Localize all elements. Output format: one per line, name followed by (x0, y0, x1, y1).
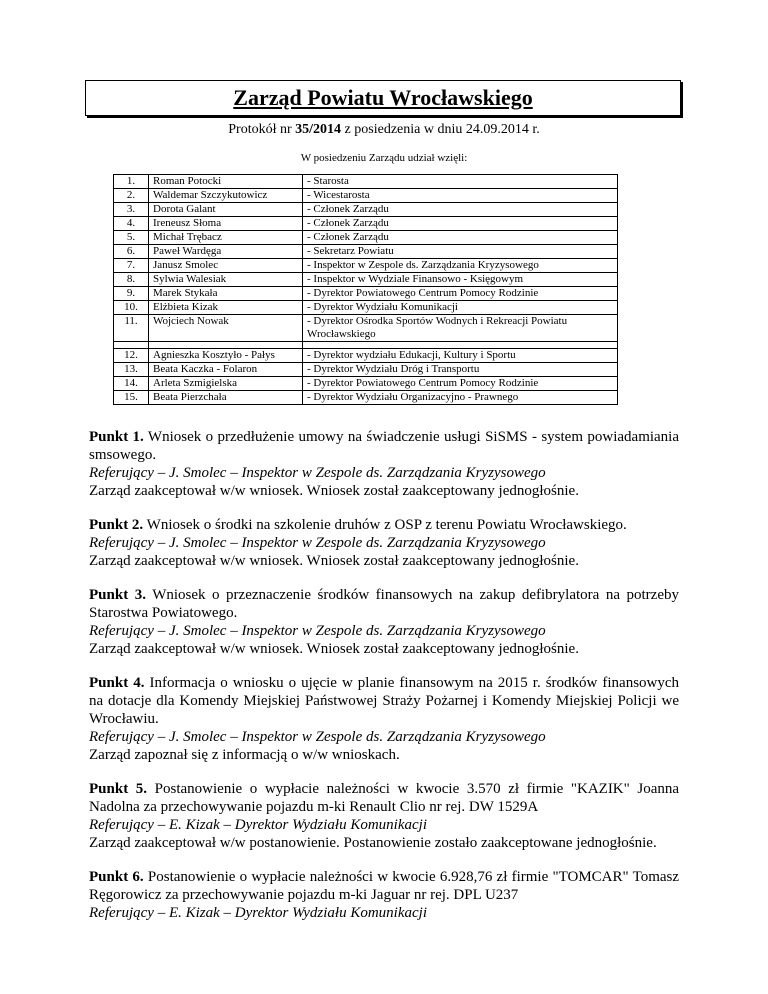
attendee-role: - Dyrektor wydziału Edukacji, Kultury i Sportu (303, 349, 618, 363)
attendee-role: - Dyrektor Wydziału Komunikacji (303, 301, 618, 315)
attendee-role: - Członek Zarządu (303, 203, 618, 217)
attendee-role: - Inspektor w Zespole ds. Zarządzania Kryzysowego (303, 259, 618, 273)
point-result: Zarząd zapoznał się z informacją o w/w wnioskach. (89, 747, 400, 763)
attendee-name: Janusz Smolec (149, 259, 303, 273)
point-description (89, 868, 679, 904)
point-label: Punkt 3. (89, 587, 146, 603)
attendee-number: 13. (114, 363, 149, 377)
point-referent: Referujący – J. Smolec – Inspektor w Zespole ds. Zarządzania Kryzysowego (89, 465, 546, 481)
agenda-point (89, 428, 679, 500)
point-text: Postanowienie o wypłacie należności w kwocie 6.928,76 zł firmie "TOMCAR" Tomasz Ręgorowicz za przechowywanie pojazdu m-ki Jaguar nr rej. DPL U237 (89, 869, 680, 903)
point-referent: Referujący – J. Smolec – Inspektor w Zespole ds. Zarządzania Kryzysowego (89, 535, 546, 551)
attendee-number: 8. (114, 273, 149, 287)
attendee-row (114, 391, 618, 405)
point-label: Punkt 1. (89, 429, 144, 445)
attendee-role: - Członek Zarządu (303, 217, 618, 231)
attendee-number: 1. (114, 175, 149, 189)
attendee-role: - Dyrektor Wydziału Organizacyjno - Prawnego (303, 391, 618, 405)
point-result: Zarząd zaakceptował w/w wniosek. Wniosek został zaakceptowany jednogłośnie. (89, 483, 579, 499)
attendee-number: 10. (114, 301, 149, 315)
point-description (89, 516, 679, 534)
protocol-prefix: Protokół nr (228, 122, 292, 137)
attendee-number: 5. (114, 231, 149, 245)
attendee-number: 4. (114, 217, 149, 231)
point-text: Informacja o wniosku o ujęcie w planie finansowym na 2015 r. środków finansowych na dotacje dla Komendy Miejskiej Państwowej Straży Pożarnej i Komendy Miejskiej Policji we Wrocławiu. (89, 675, 680, 727)
attendee-role: - Dyrektor Powiatowego Centrum Pomocy Rodzinie (303, 377, 618, 391)
attendee-name: Roman Potocki (149, 175, 303, 189)
attendee-number: 3. (114, 203, 149, 217)
point-description (89, 780, 679, 816)
point-referent: Referujący – E. Kizak – Dyrektor Wydziału Komunikacji (89, 905, 427, 921)
point-label: Punkt 6. (89, 869, 144, 885)
attendee-row (114, 217, 618, 231)
point-description (89, 428, 679, 464)
point-result: Zarząd zaakceptował w/w postanowienie. Postanowienie zostało zaakceptowane jednogłośnie. (89, 835, 657, 851)
point-label: Punkt 4. (89, 675, 145, 691)
attendee-number: 7. (114, 259, 149, 273)
point-text: Wniosek o przeznaczenie środków finansowych na zakup defibrylatora na potrzeby Starostwa Powiatowego. (89, 587, 679, 621)
point-result: Zarząd zaakceptował w/w wniosek. Wniosek został zaakceptowany jednogłośnie. (89, 641, 579, 657)
attendee-row (114, 245, 618, 259)
attendee-number: 2. (114, 189, 149, 203)
attendee-role: - Dyrektor Ośrodka Sportów Wodnych i Rekreacji Powiatu Wrocławskiego (303, 315, 618, 342)
attendee-row (114, 315, 618, 342)
document-title: Zarząd Powiatu Wrocławskiego (85, 80, 681, 116)
attendee-number: 11. (114, 315, 149, 342)
attendee-number: 12. (114, 349, 149, 363)
protocol-line (0, 122, 768, 138)
attendee-row (114, 287, 618, 301)
point-description (89, 674, 679, 728)
attendee-number: 15. (114, 391, 149, 405)
protocol-suffix: z posiedzenia w dniu 24.09.2014 r. (344, 122, 540, 137)
attendee-row (114, 203, 618, 217)
attendee-row (114, 189, 618, 203)
table-gap (114, 342, 618, 349)
attendee-name: Arleta Szmigielska (149, 377, 303, 391)
agenda-point (89, 674, 679, 764)
attendee-name: Sylwia Walesiak (149, 273, 303, 287)
attendee-row (114, 231, 618, 245)
point-label: Punkt 2. (89, 517, 144, 533)
attendee-role: - Dyrektor Wydziału Dróg i Transportu (303, 363, 618, 377)
agenda-point (89, 780, 679, 852)
attendee-number: 9. (114, 287, 149, 301)
attendee-row (114, 377, 618, 391)
agenda-points (89, 428, 679, 938)
point-result: Zarząd zaakceptował w/w wniosek. Wniosek został zaakceptowany jednogłośnie. (89, 553, 579, 569)
attendee-role: - Inspektor w Wydziale Finansowo - Księgowym (303, 273, 618, 287)
agenda-point (89, 868, 679, 922)
agenda-point (89, 586, 679, 658)
point-label: Punkt 5. (89, 781, 148, 797)
attendee-row (114, 363, 618, 377)
attendance-heading: W posiedzeniu Zarządu udział wzięli: (300, 152, 468, 164)
attendee-row (114, 273, 618, 287)
point-text: Wniosek o środki na szkolenie druhów z OSP z terenu Powiatu Wrocławskiego. (146, 517, 627, 533)
attendee-name: Marek Stykała (149, 287, 303, 301)
point-description (89, 586, 679, 622)
attendee-name: Agnieszka Kosztyło - Pałys (149, 349, 303, 363)
attendee-row (114, 259, 618, 273)
attendance-table (113, 174, 618, 405)
attendee-role: - Wicestarosta (303, 189, 618, 203)
point-referent: Referujący – E. Kizak – Dyrektor Wydziału Komunikacji (89, 817, 427, 833)
point-referent: Referujący – J. Smolec – Inspektor w Zespole ds. Zarządzania Kryzysowego (89, 729, 546, 745)
attendee-role: - Starosta (303, 175, 618, 189)
attendee-name: Ireneusz Słoma (149, 217, 303, 231)
attendee-name: Beata Pierzchała (149, 391, 303, 405)
attendee-name: Paweł Wardęga (149, 245, 303, 259)
attendee-number: 6. (114, 245, 149, 259)
attendee-row (114, 301, 618, 315)
attendee-name: Dorota Galant (149, 203, 303, 217)
attendee-row (114, 175, 618, 189)
attendee-number: 14. (114, 377, 149, 391)
attendee-name: Waldemar Szczykutowicz (149, 189, 303, 203)
attendee-name: Wojciech Nowak (149, 315, 303, 342)
attendee-name: Elżbieta Kizak (149, 301, 303, 315)
attendee-row (114, 349, 618, 363)
attendee-role: - Członek Zarządu (303, 231, 618, 245)
agenda-point (89, 516, 679, 570)
attendee-name: Michał Trębacz (149, 231, 303, 245)
point-text: Postanowienie o wypłacie należności w kwocie 3.570 zł firmie "KAZIK" Joanna Nadolna za przechowywanie pojazdu m-ki Renault Clio nr rej. DW 1529A (89, 781, 680, 815)
protocol-number: 35/2014 (295, 122, 342, 137)
point-text: Wniosek o przedłużenie umowy na świadczenie usługi SiSMS - system powiadamiania smsowego. (89, 429, 680, 463)
attendee-name: Beata Kaczka - Folaron (149, 363, 303, 377)
attendee-role: - Dyrektor Powiatowego Centrum Pomocy Rodzinie (303, 287, 618, 301)
attendee-role: - Sekretarz Powiatu (303, 245, 618, 259)
point-referent: Referujący – J. Smolec – Inspektor w Zespole ds. Zarządzania Kryzysowego (89, 623, 546, 639)
